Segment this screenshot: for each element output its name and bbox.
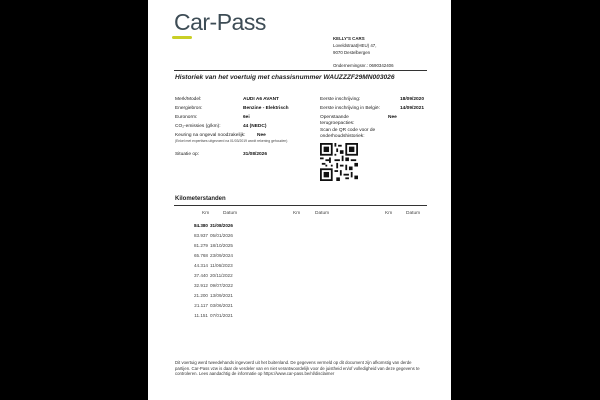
recalls-value: Nee [388, 115, 397, 120]
km-date: 23/09/2024 [210, 253, 233, 258]
divider-km [174, 205, 427, 206]
co2-value: 44 (NEDC) [243, 124, 267, 129]
km-value: 83.937 [193, 233, 208, 238]
km-date: 07/01/2021 [210, 313, 233, 318]
km-value: 81.279 [193, 243, 208, 248]
first-registration-be-value: 14/09/2021 [400, 106, 425, 111]
qr-code[interactable] [320, 143, 358, 181]
km-date: 13/09/2021 [210, 293, 233, 298]
km-header-1: Km [202, 211, 210, 216]
dealer-street: Loveldstraat(HEU) 47, [333, 43, 377, 48]
brand-model-label: Merk/Model: [175, 97, 202, 102]
document-title: Historiek van het voertuig met chassisnummer WAUZZZF29MN003026 [175, 74, 395, 81]
dealer-address [333, 35, 376, 56]
km-value: 21.200 [193, 293, 208, 298]
km-value: 65.768 [193, 253, 208, 258]
km-header-3: Km [385, 211, 393, 216]
first-registration-value: 18/09/2020 [400, 97, 425, 102]
km-value: 32.912 [193, 283, 208, 288]
km-value: 84.380 [193, 223, 208, 228]
euronorm-label: Euronorm: [175, 115, 198, 120]
km-section-title: Kilometerstanden [175, 196, 226, 202]
km-date: 09/07/2022 [210, 283, 233, 288]
keuring-label: Keuring na ongeval noodzakelijk: [175, 133, 246, 138]
km-date: 05/01/2026 [210, 233, 233, 238]
euronorm-value: 6ei [243, 115, 250, 120]
date-header-1: Datum [223, 211, 238, 216]
km-date: 03/06/2021 [210, 303, 233, 308]
dealer-name: KELLY'S CARS [333, 36, 365, 41]
situatie-label: Situatie op: [175, 152, 200, 157]
keuring-note: (Enkel met expertises uitgevoerd na 01/03/2019 wordt rekening gehouden) [175, 139, 288, 143]
co2-label: CO₂-emissies (g/km): [175, 124, 221, 129]
km-header-2: Km [293, 211, 301, 216]
qr-caption: Scan de QR code voor de onderhoudshistoriek: [320, 128, 376, 139]
first-registration-label: Eerste inschrijving: [320, 97, 361, 102]
km-date: 18/10/2025 [210, 243, 233, 248]
km-value: 11.151 [194, 313, 208, 318]
energy-value: Benzine - Elektrisch [243, 106, 289, 111]
energy-label: Energiebron: [175, 106, 203, 111]
date-header-3: Datum [406, 211, 421, 216]
km-value: 37.440 [193, 273, 208, 278]
car-pass-document [148, 0, 451, 400]
km-date: 20/11/2022 [210, 273, 233, 278]
brand-model-value: AUDI A6 AVANT [243, 97, 279, 102]
car-pass-logo: Car-Pass [174, 9, 266, 35]
dealer-city: 9070 Destelbergen [333, 50, 371, 55]
dealer-company-number: Ondernemingsnr.: 0690342406 [333, 63, 394, 68]
situatie-value: 31/08/2026 [243, 152, 268, 157]
logo-accent [172, 36, 192, 39]
km-value: 44.314 [193, 263, 208, 268]
keuring-value: Nee [257, 133, 266, 138]
first-registration-be-label: Eerste inschrijving in België: [320, 106, 380, 111]
recalls-label: Openstaande terugroepacties: [320, 115, 355, 126]
disclaimer-text: Dit voertuig werd tweedehands ingevoerd uit het buitenland. De gegevens vermeld op dit document zijn afkomstig van derde partijen. Car-Pass vzw is daar de verdeler van en niet verantwoordelijk voor de juistheid en/of volledigheid van deze gegevens te controleren. Lees aandachtig de informatie op https://www.car-pass.be/nl/disclaimer [175, 360, 420, 377]
date-header-2: Datum [315, 211, 330, 216]
divider-top [174, 70, 427, 71]
km-date: 31/08/2026 [210, 223, 233, 228]
km-value: 21.117 [194, 303, 208, 308]
km-date: 11/06/2023 [210, 263, 233, 268]
